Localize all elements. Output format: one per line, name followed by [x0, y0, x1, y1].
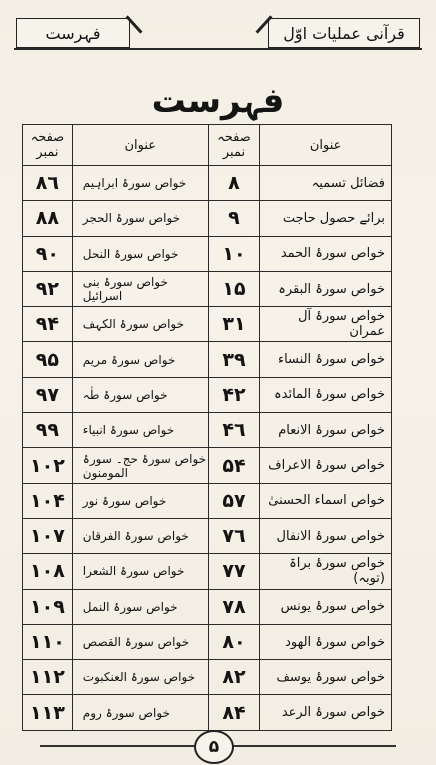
- table-row: [23, 413, 392, 448]
- header-page-2: صفحہ نمبر: [23, 125, 73, 166]
- entry-page: ٩٧: [23, 377, 73, 412]
- table-row: [23, 201, 392, 236]
- header-title-1: عنوان: [260, 125, 392, 166]
- entry-page: ٩٩: [23, 413, 73, 448]
- entry-page: ٩٢: [23, 271, 73, 306]
- entry-title: برائے حصول حاجت: [260, 201, 392, 236]
- table-row: [23, 307, 392, 342]
- entry-page: ٧٦: [208, 518, 260, 553]
- table-row: [23, 589, 392, 624]
- entry-page: ٧٧: [208, 554, 260, 589]
- section-title: فہرست: [45, 23, 101, 43]
- entry-page: ٣١: [208, 307, 260, 342]
- entry-title: خواص سورۂ العنکبوت: [72, 660, 208, 695]
- table-header-row: [23, 125, 392, 166]
- section-title-box: [16, 18, 130, 48]
- entry-title: خواص سورۂ روم: [72, 695, 208, 730]
- entry-title: خواص سورۂ النمل: [72, 589, 208, 624]
- entry-page: ۵٧: [208, 483, 260, 518]
- entry-page: ۵۴: [208, 448, 260, 483]
- entry-page: ١٠: [208, 236, 260, 271]
- entry-page: ٨٢: [208, 660, 260, 695]
- entry-page: ٣٩: [208, 342, 260, 377]
- entry-page: ١٠٢: [23, 448, 73, 483]
- table-row: [23, 377, 392, 412]
- table-row: [23, 483, 392, 518]
- page-title: فہرست: [151, 81, 285, 121]
- contents-table: [22, 124, 392, 731]
- book-title: قرآنی عملیات اوّل: [283, 23, 405, 43]
- entry-page: ٩: [208, 201, 260, 236]
- entry-page: ٨٦: [23, 166, 73, 201]
- header-title-2: عنوان: [72, 125, 208, 166]
- entry-title: خواص سورۂ المائدہ: [260, 377, 392, 412]
- entry-title: خواص سورۂ الھود: [260, 624, 392, 659]
- entry-title: فضائل تسمیہ: [260, 166, 392, 201]
- entry-title: خواص سورۂ النحل: [72, 236, 208, 271]
- entry-title: خواص سورۂ الشعرا: [72, 554, 208, 589]
- entry-title: خواص سورۂ النساء: [260, 342, 392, 377]
- entry-title: خواص سورۂ یونس: [260, 589, 392, 624]
- entry-page: ٨۴: [208, 695, 260, 730]
- entry-page: ٩٠: [23, 236, 73, 271]
- table-row: [23, 448, 392, 483]
- entry-title: خواص سورۂ الحجر: [72, 201, 208, 236]
- header-rule: [14, 48, 422, 50]
- entry-page: ۴٢: [208, 377, 260, 412]
- entry-title: خواص سورۂ الانعام: [260, 413, 392, 448]
- table-row: [23, 342, 392, 377]
- table-row: [23, 660, 392, 695]
- page-number: ۵: [194, 730, 234, 764]
- entry-page: ١٠٩: [23, 589, 73, 624]
- book-title-box: [268, 18, 420, 48]
- entry-title: خواص سورۂ انبیاء: [72, 413, 208, 448]
- entry-page: ١٠٧: [23, 518, 73, 553]
- entry-title: خواص سورۂ آل عمران: [260, 307, 392, 342]
- table-row: [23, 554, 392, 589]
- entry-title: خواص سورۂ البقرہ: [260, 271, 392, 306]
- entry-page: ١١٠: [23, 624, 73, 659]
- entry-title: خواص سورۂ الاعراف: [260, 448, 392, 483]
- table-row: [23, 624, 392, 659]
- header-page-1: صفحہ نمبر: [208, 125, 260, 166]
- entry-title: خواص سورۂ بنی اسرائیل: [72, 271, 208, 306]
- entry-page: ٩۴: [23, 307, 73, 342]
- entry-page: ١٠٨: [23, 554, 73, 589]
- entry-title: خواص سورۂ الرعد: [260, 695, 392, 730]
- entry-page: ۴٦: [208, 413, 260, 448]
- entry-title: خواص سورۂ مریم: [72, 342, 208, 377]
- table-row: [23, 166, 392, 201]
- entry-page: ٨٠: [208, 624, 260, 659]
- entry-page: ٨٨: [23, 201, 73, 236]
- entry-title: خواص سورۂ طٰہ: [72, 377, 208, 412]
- table-row: [23, 271, 392, 306]
- table-row: [23, 695, 392, 730]
- entry-title: خواص سورۂ الکہف: [72, 307, 208, 342]
- entry-page: ١١٣: [23, 695, 73, 730]
- entry-page: ٧٨: [208, 589, 260, 624]
- entry-title: خواص سورۂ یوسف: [260, 660, 392, 695]
- entry-title: خواص سورۂ نور: [72, 483, 208, 518]
- entry-title: خواص سورۂ ابراہیم: [72, 166, 208, 201]
- entry-page: ٨: [208, 166, 260, 201]
- entry-title: خواص سورۂ الحمد: [260, 236, 392, 271]
- entry-title: خواص سورۂ براۃ (توبہ): [260, 554, 392, 589]
- entry-title: خواص سورۂ حج۔ سورۂ المومنون: [72, 448, 208, 483]
- table-row: [23, 236, 392, 271]
- entry-page: ١١٢: [23, 660, 73, 695]
- entry-page: ٩۵: [23, 342, 73, 377]
- entry-title: خواص سورۂ الفرقان: [72, 518, 208, 553]
- table-row: [23, 518, 392, 553]
- entry-title: خواص سورۂ الانفال: [260, 518, 392, 553]
- entry-page: ١۵: [208, 271, 260, 306]
- entry-page: ١٠۴: [23, 483, 73, 518]
- entry-title: خواص سورۂ القصص: [72, 624, 208, 659]
- entry-title: خواص اسماء الحسنیٰ: [260, 483, 392, 518]
